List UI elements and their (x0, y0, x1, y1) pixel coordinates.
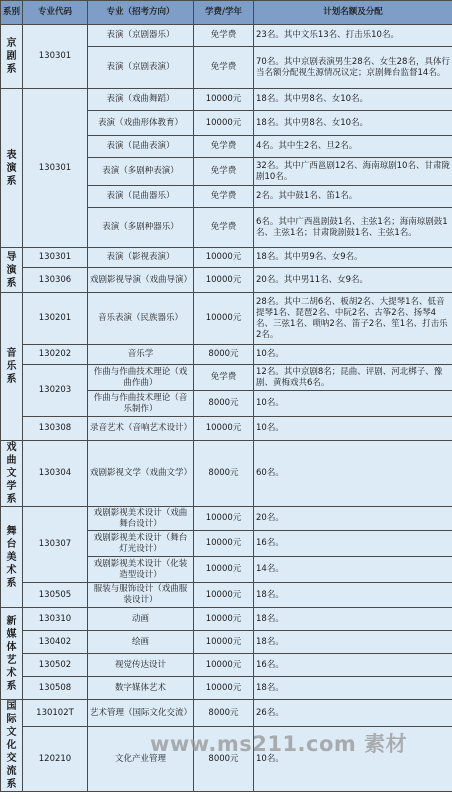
dept-cell: 表演系 (1, 89, 23, 248)
fee-cell: 免学费 (194, 136, 254, 158)
major-cell: 服装与服饰设计（戏曲服装设计） (88, 583, 194, 608)
fee-cell: 10000元 (194, 248, 254, 268)
major-cell: 戏剧影视美术设计（化装造型设计） (88, 557, 194, 583)
table-row (1, 89, 452, 111)
plan-cell: 60名。 (254, 441, 452, 507)
header-plan: 计划名额及分配 (254, 1, 452, 25)
dept-cell: 导演系 (1, 248, 23, 293)
plan-cell: 23名。其中文乐13名、打击乐10名。 (254, 25, 452, 47)
fee-cell: 免学费 (194, 158, 254, 186)
plan-cell: 70名。其中京剧表演男生28名、女生28名，具体行当名额分配视生源情况议定；京剧舞台监督14名。 (254, 47, 452, 89)
major-cell: 录音艺术（音响艺术设计） (88, 417, 194, 441)
plan-cell: 26名。 (254, 700, 452, 727)
code-cell: 130301 (23, 89, 88, 248)
fee-cell: 10000元 (194, 557, 254, 583)
plan-cell: 20名。其中男11名、女9名。 (254, 268, 452, 293)
code-cell: 130203 (23, 365, 88, 417)
code-cell: 130306 (23, 268, 88, 293)
code-cell: 130505 (23, 583, 88, 608)
fee-cell: 10000元 (194, 583, 254, 608)
fee-cell: 免学费 (194, 47, 254, 89)
major-cell: 表演（京剧表演） (88, 47, 194, 89)
plan-cell: 18名。其中男9名、女9名。 (254, 248, 452, 268)
code-cell: 130310 (23, 608, 88, 631)
major-cell: 动画 (88, 608, 194, 631)
table-row (1, 248, 452, 268)
plan-cell: 10名。 (254, 417, 452, 441)
header-major: 专业（招考方向） (88, 1, 194, 25)
fee-cell: 10000元 (194, 89, 254, 111)
code-cell: 130202 (23, 345, 88, 365)
fee-cell: 免学费 (194, 365, 254, 391)
plan-cell: 18名。其中男8名、女10名。 (254, 89, 452, 111)
major-cell: 表演（京剧器乐） (88, 25, 194, 47)
header-code: 专业代码 (23, 1, 88, 25)
fee-cell: 免学费 (194, 186, 254, 208)
major-cell: 文化产业管理 (88, 727, 194, 792)
code-cell: 130307 (23, 507, 88, 583)
code-cell: 130402 (23, 631, 88, 654)
major-cell: 艺术管理（国际文化交流） (88, 700, 194, 727)
table-row (1, 654, 452, 677)
fee-cell: 10000元 (194, 654, 254, 677)
major-cell: 戏剧影视美术设计（舞台灯光设计） (88, 531, 194, 557)
code-cell: 130201 (23, 293, 88, 345)
major-cell: 表演（戏曲形体教育） (88, 111, 194, 136)
code-cell: 130102T (23, 700, 88, 727)
plan-cell: 18名。其中男8名、女10名。 (254, 111, 452, 136)
major-cell: 绘画 (88, 631, 194, 654)
table-row (1, 700, 452, 727)
plan-cell: 32名。其中广西邕剧12名、海南琼剧10名、甘肃陇剧10名。 (254, 158, 452, 186)
plan-cell: 10名。 (254, 391, 452, 417)
fee-cell: 8000元 (194, 727, 254, 792)
fee-cell: 免学费 (194, 25, 254, 47)
fee-cell: 8000元 (194, 391, 254, 417)
table-row (1, 631, 452, 654)
major-cell: 音乐学 (88, 345, 194, 365)
fee-cell: 10000元 (194, 631, 254, 654)
major-cell: 表演（多剧种器乐） (88, 208, 194, 248)
fee-cell: 免学费 (194, 208, 254, 248)
fee-cell: 8000元 (194, 441, 254, 507)
fee-cell: 10000元 (194, 677, 254, 700)
major-cell: 戏剧影视文学（戏曲文学） (88, 441, 194, 507)
fee-cell: 10000元 (194, 531, 254, 557)
plan-cell: 10名。 (254, 727, 452, 792)
watermark-text: www.ms211.com 素材 (150, 732, 408, 756)
plan-cell: 16名。 (254, 531, 452, 557)
plan-cell: 20名。 (254, 507, 452, 531)
table-row (1, 441, 452, 507)
dept-cell: 戏曲文学系 (1, 441, 23, 507)
header-dept: 系别 (1, 1, 23, 25)
header-fee: 学费/学年 (194, 1, 254, 25)
table-row (1, 583, 452, 608)
table-row (1, 293, 452, 345)
plan-cell: 12名。其中京剧8名；昆曲、评剧、河北梆子、豫剧、黄梅戏共6名。 (254, 365, 452, 391)
fee-cell: 10000元 (194, 111, 254, 136)
code-cell: 120210 (23, 727, 88, 792)
plan-cell: 2名。其中鼓1名、笛1名。 (254, 186, 452, 208)
table-row (1, 25, 452, 47)
code-cell: 130308 (23, 417, 88, 441)
fee-cell: 10000元 (194, 417, 254, 441)
major-cell: 表演（昆曲器乐） (88, 186, 194, 208)
major-cell: 表演（多剧种表演） (88, 158, 194, 186)
major-cell: 戏剧影视美术设计（戏曲舞台设计） (88, 507, 194, 531)
code-cell: 130304 (23, 441, 88, 507)
plan-cell: 4名。其中生2名、旦2名。 (254, 136, 452, 158)
dept-cell: 新媒体艺术系 (1, 608, 23, 700)
table-row (1, 345, 452, 365)
dept-cell: 舞台美术系 (1, 507, 23, 608)
code-cell: 130301 (23, 248, 88, 268)
code-cell: 130502 (23, 654, 88, 677)
table-row (1, 677, 452, 700)
fee-cell: 10000元 (194, 268, 254, 293)
dept-cell: 国际文化交流系 (1, 700, 23, 792)
code-cell: 130508 (23, 677, 88, 700)
fee-cell: 10000元 (194, 293, 254, 345)
major-cell: 数字媒体艺术 (88, 677, 194, 700)
major-cell: 视觉传达设计 (88, 654, 194, 677)
fee-cell: 8000元 (194, 345, 254, 365)
plan-cell: 18名。 (254, 583, 452, 608)
plan-cell: 6名。其中广西邕剧鼓1名、主弦1名；海南琼剧鼓1名、主弦1名；甘肃陇剧鼓1名、主弦1名。 (254, 208, 452, 248)
major-cell: 表演（昆曲表演） (88, 136, 194, 158)
major-cell: 作曲与作曲技术理论（戏曲作曲） (88, 365, 194, 391)
table-row (1, 507, 452, 531)
fee-cell: 10000元 (194, 507, 254, 531)
dept-cell: 音乐系 (1, 293, 23, 441)
major-cell: 作曲与作曲技术理论（音乐制作） (88, 391, 194, 417)
plan-cell: 14名。 (254, 557, 452, 583)
table-row (1, 268, 452, 293)
table-header-row (1, 1, 452, 25)
dept-cell: 京剧系 (1, 25, 23, 89)
plan-cell: 10名。 (254, 345, 452, 365)
plan-cell: 28名。其中二胡6名、板胡2名、大提琴1名、低音提琴1名、琵琶2名、中阮2名、古筝2名、扬琴4名、三弦1名、唢呐2名、笛子2名、笙1名、打击乐2名。 (254, 293, 452, 345)
plan-cell: 18名。 (254, 631, 452, 654)
table-row (1, 608, 452, 631)
code-cell: 130301 (23, 25, 88, 89)
major-cell: 戏剧影视导演（戏曲导演） (88, 268, 194, 293)
table-row (1, 365, 452, 391)
plan-cell: 18名。 (254, 608, 452, 631)
table-row (1, 417, 452, 441)
major-cell: 表演（戏曲舞蹈） (88, 89, 194, 111)
fee-cell: 10000元 (194, 608, 254, 631)
plan-cell: 18名。 (254, 677, 452, 700)
plan-cell: 16名。 (254, 654, 452, 677)
fee-cell: 8000元 (194, 700, 254, 727)
major-cell: 音乐表演（民族器乐） (88, 293, 194, 345)
major-cell: 表演（影视表演） (88, 248, 194, 268)
